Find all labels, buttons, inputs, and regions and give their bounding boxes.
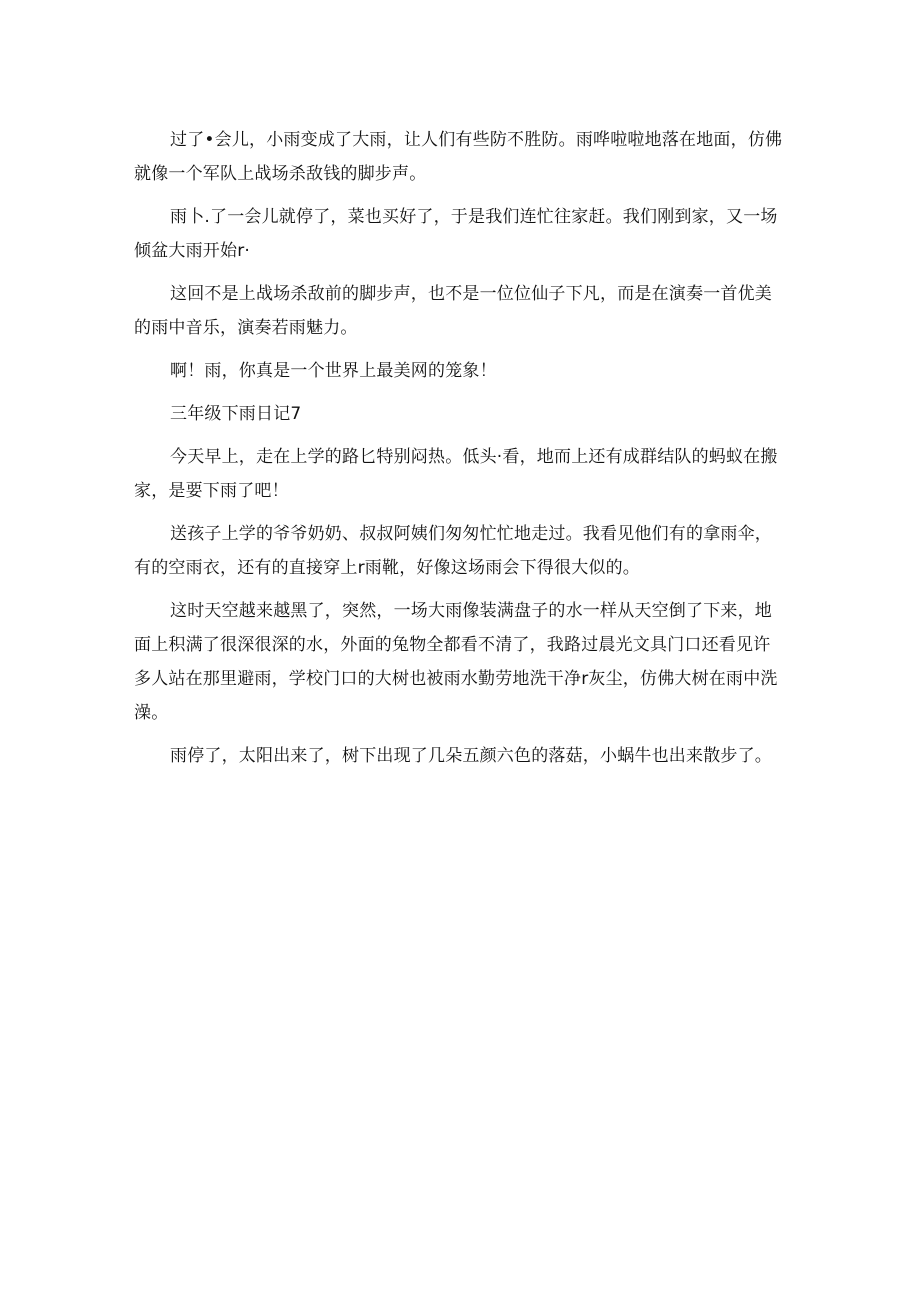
paragraph-morning: 今天早上，走在上学的路匕特别闷热。低头·看，地而上还有成群结队的蚂蚁在搬家，是要下雨了吧！ bbox=[134, 447, 778, 501]
diary-heading: 三年级下雨日记7 bbox=[170, 404, 302, 424]
document-body bbox=[134, 123, 786, 782]
paragraph-rain-music: 这回不是上战场杀敌前的脚步声，也不是一位位仙子下凡，而是在演奏一首优美的雨中音乐，演奏若雨魅力。 bbox=[134, 284, 772, 338]
paragraph-people-passing: 送孩子上学的爷爷奶奶、叔叔阿姨们匆匆忙忙地走过。我看见他们有的拿雨伞，有的空雨衣，还有的直接穿上r雨靴，好像这场雨会下得很大似的。 bbox=[134, 524, 772, 578]
paragraph-downpour: 这时天空越来越黑了，突然，一场大雨像装满盘子的水一样从天空倒了下来，地面上积满了很深很深的水，外面的兔物全都看不清了，我路过晨光文具门口还看见许多人站在那里避雨，学校门口的大树也被雨水勤劳地洗干净r灰尘，仿佛大树在雨中洗澡。 bbox=[134, 601, 778, 723]
paragraph-exclamation: 啊！雨，你真是一个世界上最美网的笼象！ bbox=[170, 361, 497, 381]
paragraph-after-rain: 雨停了，太阳出来了，树下出现了几朵五颜六色的落菇，小蜗牛也出来散步了。 bbox=[170, 746, 772, 766]
paragraph-rain-stopped: 雨卜.了一会儿就停了，菜也买好了，于是我们连忙往家赶。我们刚到家，又一场倾盆大雨开始r· bbox=[134, 207, 778, 261]
paragraph-rain-heavier: 过了•会儿，小雨变成了大雨，让人们有些防不胜防。雨哗啦啦地落在地面，仿佛就像一个军队上战场杀敌钱的脚步声。 bbox=[134, 130, 783, 184]
